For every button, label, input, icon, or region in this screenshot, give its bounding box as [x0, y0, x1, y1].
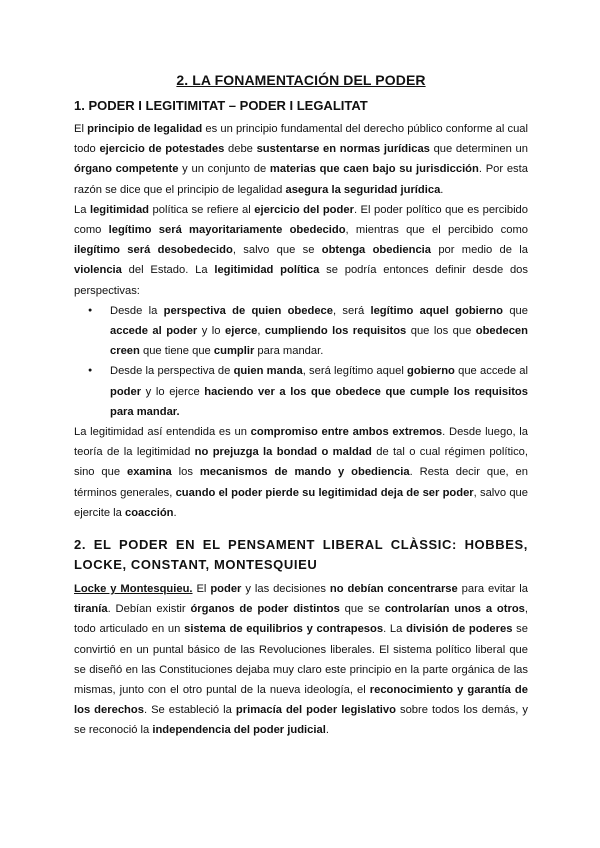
bold-phrase: obedecen creen: [110, 325, 528, 358]
text-run: del Estado. La: [121, 264, 215, 277]
text-run: para mandar.: [254, 345, 324, 358]
bold-phrase: cuando el poder pierde su legitimidad deja de ser poder: [175, 486, 474, 499]
bold-phrase: legítimo aquel gobierno: [370, 304, 504, 317]
bold-phrase: asegura la seguridad jurídica: [285, 183, 441, 196]
bold-phrase: poder: [210, 583, 242, 596]
text-run: , será: [333, 304, 371, 317]
text-run: sobre todos los demás, y se reconoció la: [74, 704, 528, 737]
bold-phrase: órganos de poder distintos: [190, 603, 340, 616]
bold-phrase: tiranía: [74, 603, 108, 616]
text-run: La: [74, 203, 90, 216]
bold-phrase: cumpliendo los requisitos: [264, 325, 407, 338]
text-run: . Se estableció la: [143, 704, 236, 717]
text-run: que los que: [406, 325, 476, 338]
document-title: 2. LA FONAMENTACIÓN DEL PODER: [176, 72, 426, 88]
text-run: los: [171, 466, 200, 479]
bold-phrase: no debían concentrarse: [329, 583, 458, 596]
bold-phrase: ejerce: [224, 325, 258, 338]
bold-phrase: ejercicio del poder: [254, 203, 354, 216]
bold-phrase: reconocimiento y garantía de los derechos: [74, 684, 528, 717]
text-run: y un conjunto de: [178, 163, 270, 176]
text-run: Desde la perspectiva de: [110, 365, 234, 378]
text-run: y lo: [197, 325, 225, 338]
text-run: que tiene que: [139, 345, 214, 358]
text-run: , será legítimo aquel: [302, 365, 408, 378]
bold-phrase: no prejuzga la bondad o maldad: [194, 446, 372, 459]
text-run: y lo ejerce: [141, 385, 205, 398]
text-run: . La: [383, 623, 407, 636]
section-2-heading: 2. EL PODER EN EL PENSAMENT LIBERAL CLÀSSIC: HOBBES, LOCKE, CONSTANT, MONTESQUIEU: [74, 537, 528, 573]
bold-phrase: violencia: [74, 264, 122, 277]
document-page: [74, 72, 528, 741]
bold-phrase: perspectiva de quien obedece: [163, 304, 333, 317]
text-run: , mientras que el percibido como: [345, 224, 528, 237]
text-run: .: [173, 506, 177, 519]
text-run: que determinen un: [429, 143, 528, 156]
text-run: .: [440, 183, 444, 196]
bold-phrase: haciendo ver a los que obedece que cumple los requisitos para mandar.: [110, 385, 528, 418]
text-run: que: [503, 304, 528, 317]
text-run: , todo articulado en un: [74, 603, 528, 636]
bold-phrase: controlarían unos a otros: [384, 603, 525, 616]
bold-phrase: legitimidad: [89, 203, 150, 216]
text-run: se podría entonces definir desde dos perspectivas:: [74, 264, 528, 297]
bold-phrase: examina: [126, 466, 172, 479]
text-run: . El poder político que es percibido como: [74, 203, 528, 237]
paragraph-legitimidad: [74, 200, 528, 301]
bold-phrase: gobierno: [407, 365, 455, 378]
bold-phrase: poder: [110, 385, 142, 398]
text-run: , salvo que ejercite la: [74, 486, 528, 519]
text-run: El: [192, 583, 211, 596]
section-1-heading: 1. PODER I LEGITIMITAT – PODER I LEGALITAT: [74, 98, 368, 113]
bold-phrase: ejercicio de potestades: [99, 143, 225, 156]
text-run: y las decisiones: [241, 583, 330, 596]
bold-phrase: sistema de equilibrios y contrapesos: [184, 623, 384, 636]
text-run: se convirtió en un puntal básico de las Revoluciones liberales. El sistema político liberal que se diseñó en las Constituciones dejaba muy claro este principio en la parte orgánica de las mismas, junto con el otro puntal de la nueva ideología, el: [74, 623, 528, 697]
text-run: , salvo que se: [232, 244, 322, 257]
bold-phrase: mecanismos de mando y obediencia: [199, 466, 410, 479]
text-run: .: [325, 724, 329, 737]
bold-phrase: principio de legalidad: [87, 123, 203, 135]
paragraph-locke-montesquieu: [74, 579, 528, 741]
bold-phrase: materias que caen bajo su jurisdicción: [269, 163, 479, 176]
bold-phrase: quien manda: [233, 365, 303, 378]
text-run: El: [74, 123, 88, 135]
bold-phrase: división de poderes: [406, 623, 513, 636]
bold-phrase: compromiso entre ambos extremos: [250, 426, 443, 439]
bold-phrase: obtenga obediencia: [321, 244, 432, 257]
text-run: que se: [339, 603, 385, 616]
bold-phrase: coacción: [125, 506, 174, 519]
bold-phrase: legítimo será mayoritariamente obedecido: [108, 224, 346, 237]
paragraph-legalidad: [74, 119, 528, 200]
text-run: ,: [257, 325, 265, 338]
text-run: por medio de la: [431, 244, 529, 257]
bold-phrase: independencia del poder judicial: [152, 724, 326, 737]
text-run: . Debían existir: [107, 603, 191, 616]
text-run: para evitar la: [457, 583, 528, 596]
text-run: de tal o cual régimen político, sino que: [74, 446, 528, 479]
list-item-manda: [110, 361, 528, 422]
list-item-obedece: [110, 301, 528, 362]
text-run: . Por esta razón se dice que el principio de legalidad: [74, 163, 528, 196]
bold-phrase: legitimidad política: [214, 264, 320, 277]
perspectives-list: [74, 301, 528, 422]
paragraph-compromiso: [74, 422, 528, 523]
bold-phrase: cumplir: [213, 345, 255, 358]
text-run: Desde la: [110, 304, 164, 317]
bold-phrase: sustentarse en normas jurídicas: [256, 143, 430, 156]
text-run: que accede al: [454, 365, 529, 378]
text-run: es un principio fundamental del derecho público conforme al cual todo: [74, 123, 528, 156]
bold-phrase: primacía del poder legislativo: [235, 704, 396, 717]
bold-phrase: ilegítimo será desobedecido: [74, 244, 233, 257]
bold-phrase: accede al poder: [110, 325, 198, 338]
text-run: debe: [224, 143, 257, 156]
text-run: política se refiere al: [149, 203, 255, 216]
text-run: . Resta decir que, en términos generales,: [74, 466, 528, 499]
bold-phrase: órgano competente: [74, 163, 179, 176]
text-run: . Desde luego, la teoría de la legitimidad: [74, 426, 528, 459]
text-run: La legitimidad así entendida es un: [74, 426, 251, 439]
underlined-lead: Locke y Montesquieu.: [74, 583, 193, 596]
